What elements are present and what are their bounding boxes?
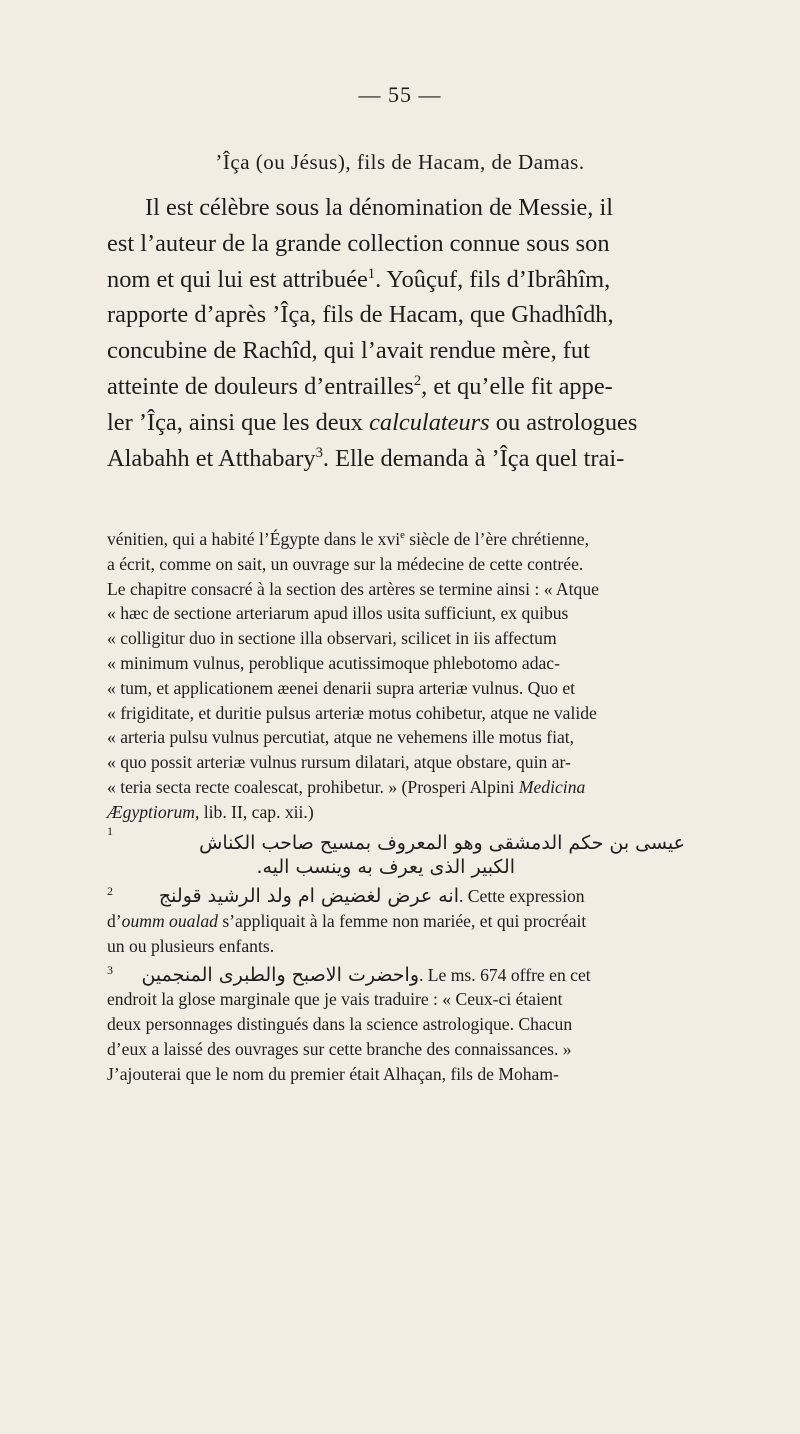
footnote-line: « hæc de sectione arteriarum apud illos usita sufficiunt, ex quibus (107, 603, 569, 624)
footnote-line: un ou plusieurs enfants. (107, 935, 275, 956)
footnote-line: « tum, et applicationem æenei denarii supra arteriæ vulnus. Quo et (107, 677, 576, 698)
italic-title: Medicina (518, 776, 586, 797)
footnote-text-run: s’appliquait à la femme non mariée, et qui procréait (217, 910, 587, 931)
footnote-text-run: « teria secta recte coalescat, prohibetur. » (Prosperi Alpini (107, 776, 519, 797)
footnote-number: 3 (107, 962, 113, 977)
footnote-line: Le chapitre consacré à la section des artères se termine ainsi : « Atque (107, 578, 599, 599)
footnote-text-run: . Cette expression (459, 886, 585, 907)
main-text (107, 190, 685, 476)
footnote-number: 2 (107, 884, 113, 899)
body-text-run: Alabahh et Atthabary (107, 444, 316, 472)
body-line (107, 441, 685, 477)
footnote-line: d’eux a laissé des ouvrages sur cette branche des connaissances. » (107, 1038, 572, 1059)
arabic-text: عيسى بن حكم الدمشقى وهو المعروف بمسيح صاحب الكناش (199, 831, 685, 854)
body-line: rapporte d’après ’Îça, fils de Hacam, que Ghadhîdh, (107, 301, 614, 329)
footnote-line: endroit la glose marginale que je vais traduire : « Ceux-ci étaient (107, 989, 563, 1010)
footnote-ref: 2 (413, 372, 422, 389)
body-text-run: atteinte de douleurs d’entrailles (107, 372, 414, 400)
italic-title: Ægyptiorum (107, 801, 195, 822)
footnote-text-run: d’ (107, 910, 122, 931)
footnote-line (107, 909, 685, 934)
footnote-3-line (107, 963, 685, 988)
footnote-line: deux personnages distingués dans la science astrologique. Chacun (107, 1014, 573, 1035)
body-text-run: nom et qui lui est attribuée (107, 265, 368, 293)
italic-term: oumm oualad (121, 910, 218, 931)
footnote-text-run: siècle de l’ère chrétienne, (404, 529, 589, 549)
body-text-run: ler ’Îça, ainsi que les deux (107, 408, 370, 436)
footnote-1-arabic-line (107, 855, 685, 880)
body-text-run: . Yoûçuf, fils d’Ibrâhîm, (375, 265, 611, 293)
page-number: — 55 — (358, 82, 442, 107)
footnote-line (107, 527, 685, 552)
body-line: Il est célèbre sous la dénomination de Messie, il (145, 194, 614, 221)
footnote-line (107, 800, 685, 825)
footnote-line: « quo possit arteriæ vulnus rursum dilatari, atque obstare, quin ar- (107, 752, 571, 773)
body-line (107, 369, 685, 405)
arabic-text: واحضرت الاصبح والطبرى المنجمين (141, 963, 419, 986)
footnote-line: J’ajouterai que le nom du premier était Alhaçan, fils de Moham- (107, 1063, 559, 1084)
arabic-text: الكبير الذى يعرف به وينسب اليه. (256, 856, 515, 879)
footnote-line: « arteria pulsu vulnus percutiat, atque ne vehemens ille motus fiat, (107, 727, 575, 748)
footnote-line (107, 775, 685, 800)
body-text-run: , et qu’elle fit appe- (421, 372, 613, 400)
italic-term: calculateurs (369, 408, 490, 436)
superscript: e (400, 530, 405, 542)
body-line (107, 262, 685, 298)
body-text-run: ou astrologues (489, 408, 638, 436)
footnote-text-run: vénitien, qui a habité l’Égypte dans le xvi (107, 529, 401, 549)
footnote-text-run: . Le ms. 674 offre en cet (419, 964, 591, 985)
body-text-run: . Elle demanda à ’Îça quel trai- (322, 444, 625, 472)
footnote-line: « colligitur duo in sectione illa observari, scilicet in iis affectum (107, 628, 557, 649)
footnote-line: a écrit, comme on sait, un ouvrage sur la médecine de cette contrée. (107, 553, 584, 574)
body-line: est l’auteur de la grande collection connue sous son (107, 229, 610, 257)
footnote-1-arabic-line: 1 عيسى بن حكم الدمشقى وهو المعروف بمسيح صاحب الكناش (107, 823, 685, 854)
footnote-ref: 3 (315, 444, 323, 461)
footnote-ref: 1 (367, 265, 376, 282)
footnote-line: « minimum vulnus, peroblique acutissimoque phlebotomo adac- (107, 652, 560, 673)
footnote-text-run: , lib. II, cap. xii.) (194, 801, 314, 822)
footnotes (107, 527, 685, 1087)
footnote-line: « frigiditate, et duritie pulsus arteriæ motus cohibetur, atque ne valide (107, 702, 597, 723)
body-line: concubine de Rachîd, qui l’avait rendue mère, fut (107, 337, 590, 365)
arabic-text: انه عرض لغضيض ام ولد الرشيد قولنج (158, 885, 459, 908)
body-line (107, 405, 685, 441)
footnote-2-line (107, 884, 685, 909)
entry-subtitle: ’Îça (ou Jésus), fils de Hacam, de Damas. (215, 150, 585, 174)
